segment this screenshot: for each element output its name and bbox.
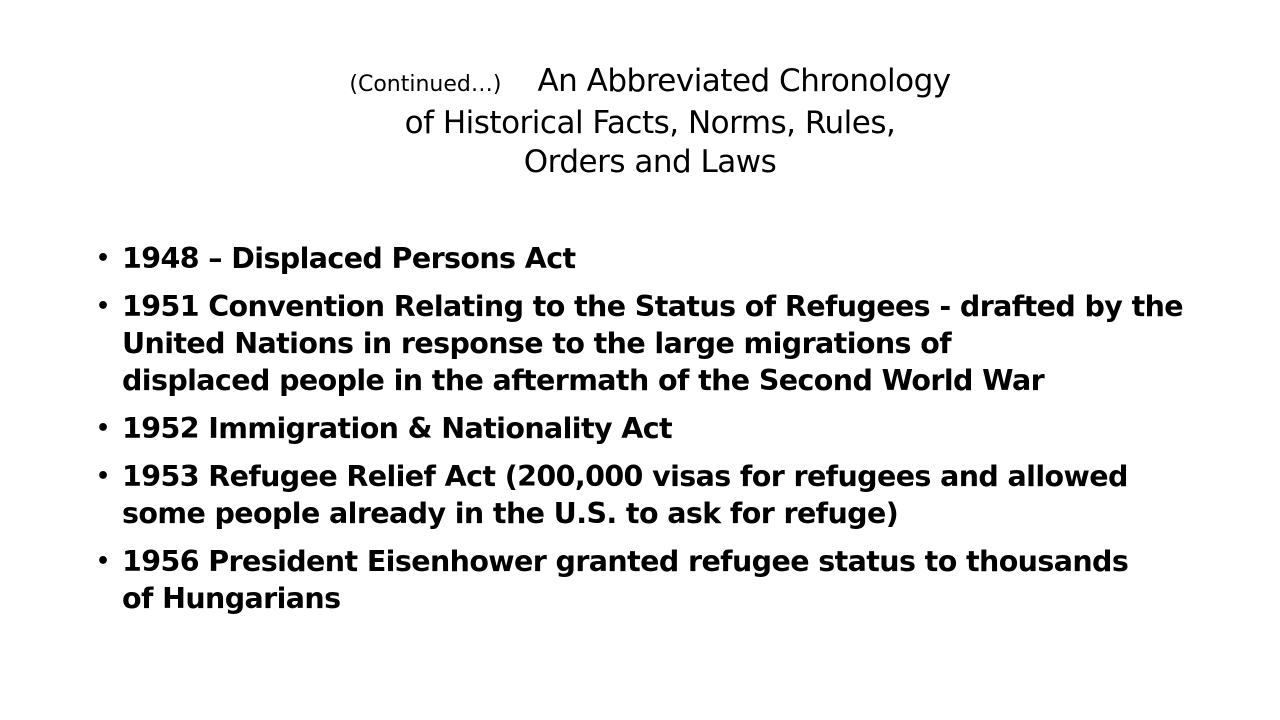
bullet-text-line: displaced people in the aftermath of the Second World War (122, 364, 1045, 397)
bullet-dot-icon: • (96, 416, 110, 441)
title-line-3: Orders and Laws (523, 144, 777, 180)
title-main-text: An Abbreviated Chronology (537, 63, 951, 99)
bullet-dot-icon: • (96, 464, 110, 489)
title-line-1 (180, 62, 1120, 104)
bullet-text-line: some people already in the U.S. to ask for refuge) (122, 497, 899, 530)
bullet-item-1956 (96, 543, 1196, 617)
bullet-list (96, 240, 1196, 628)
bullet-dot-icon: • (96, 294, 110, 319)
slide-title (180, 62, 1120, 182)
bullet-text-line: 1956 President Eisenhower granted refugee status to thousands (122, 545, 1129, 578)
title-line-2: of Historical Facts, Norms, Rules, (404, 105, 896, 141)
bullet-item-1948 (96, 240, 1196, 277)
bullet-item-1951 (96, 288, 1196, 399)
bullet-text-line: 1953 Refugee Relief Act (200,000 visas for refugees and allowed (122, 460, 1128, 493)
bullet-text-line: 1952 Immigration & Nationality Act (122, 412, 673, 445)
bullet-dot-icon: • (96, 549, 110, 574)
bullet-item-1952 (96, 410, 1196, 447)
bullet-text-line: 1951 Convention Relating to the Status of Refugees - drafted by the (122, 290, 1184, 323)
bullet-text-line: of Hungarians (122, 582, 341, 615)
bullet-item-1953 (96, 458, 1196, 532)
bullet-text-line: United Nations in response to the large migrations of (122, 327, 952, 360)
title-prefix: (Continued…) (349, 72, 502, 97)
bullet-text-line: 1948 – Displaced Persons Act (122, 242, 576, 275)
bullet-dot-icon: • (96, 246, 110, 271)
